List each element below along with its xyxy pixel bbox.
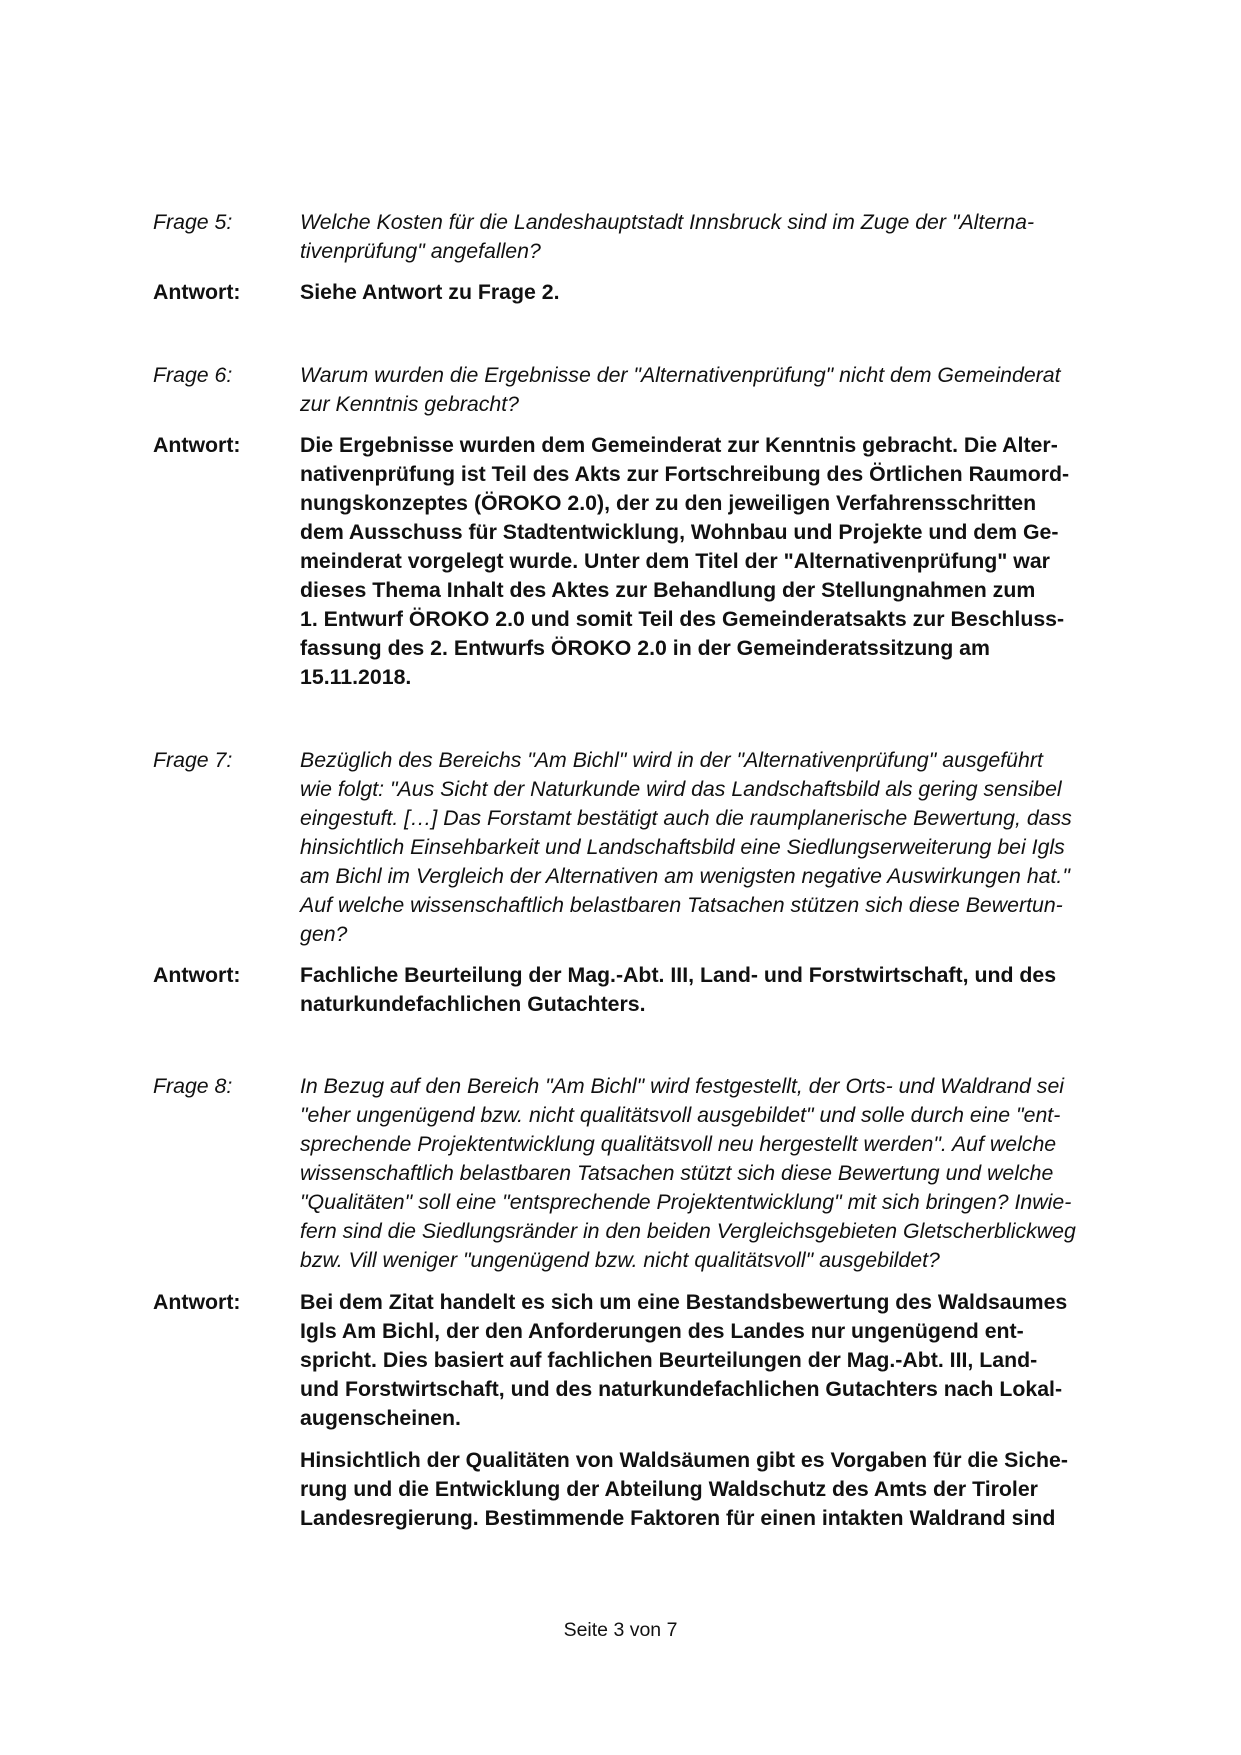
qa-block-frage-7 [153,746,1133,949]
answer-text: Fachliche Beurteilung der Mag.-Abt. III, Land- und Forstwirtschaft, und des naturkundefachlichen Gutachters. [300,963,1057,1016]
answer-block-frage-5 [153,278,1133,307]
qa-block-frage-6 [153,361,1133,419]
answer-block-frage-7 [153,961,1133,1019]
question-label: Frage 6: [153,363,233,387]
question-row [153,746,1133,949]
question-row [153,1072,1133,1275]
question-row [153,208,1133,266]
answer-block-frage-6 [153,431,1133,692]
answer-row [153,1288,1133,1533]
question-text: Welche Kosten für die Landeshauptstadt Innsbruck sind im Zuge der "Alterna- tivenprüfung" angefallen? [300,210,1035,263]
question-row [153,361,1133,419]
answer-label: Antwort: [153,1290,241,1314]
question-text: Bezüglich des Bereichs "Am Bichl" wird in der "Alternativenprüfung" ausgeführt wie folgt: "Aus Sicht der Naturkunde wird das Landschaftsbild als gering sensibel eingestuft. […] Das Forstamt bestätigt auch die raumplanerische Bewertung, dass hinsichtlich Einsehbarkeit und Landschaftsbild eine Siedlungserweiterung bei Igls am Bichl im Vergleich der Alternativen am wenigsten negative Auswirkungen hat." Auf welche wissenschaftlich belastbaren Tatsachen stützen sich diese Bewertun- gen? [300,748,1072,946]
answer-text: Bei dem Zitat handelt es sich um eine Bestandsbewertung des Waldsaumes Igls Am Bichl, der den Anforderungen des Landes nur ungenügend ent- spricht. Dies basiert auf fachlichen Beurteilungen der Mag.-Abt. III, Land- und Forstwirtschaft, und des naturkundefachlichen Gutachters nach Lokal- augenscheinen. [300,1290,1068,1430]
answer-label: Antwort: [153,280,241,304]
question-text: In Bezug auf den Bereich "Am Bichl" wird festgestellt, der Orts- und Waldrand sei "eher ungenügend bzw. nicht qualitätsvoll ausgebildet" und solle durch eine "ent- sprechende Projektentwicklung qualitätsvoll neu hergestellt werden". Auf welche wissenschaftlich belastbaren Tatsachen stützt sich diese Bewertung und welche "Qualitäten" soll eine "entsprechende Projektentwicklung" mit sich bringen? Inwie- fern sind die Siedlungsränder in den beiden Vergleichsgebieten Gletscherblickweg bzw. Vill weniger "ungenügend bzw. nicht qualitätsvoll" ausgebildet? [300,1074,1076,1272]
answer-label: Antwort: [153,433,241,457]
answer-text-continued: Hinsichtlich der Qualitäten von Waldsäumen gibt es Vorgaben für die Siche- rung und die Entwicklung der Abteilung Waldschutz des Amts der Tiroler Landesregierung. Bestimmende Faktoren für einen intakten Waldrand sind [300,1448,1068,1530]
answer-row [153,278,1133,307]
question-label: Frage 5: [153,210,233,234]
page-number: Seite 3 von 7 [563,1619,678,1641]
answer-text: Siehe Antwort zu Frage 2. [300,280,560,304]
answer-row [153,961,1133,1019]
question-label: Frage 7: [153,748,233,772]
question-text: Warum wurden die Ergebnisse der "Alternativenprüfung" nicht dem Gemeinderat zur Kenntnis gebracht? [300,363,1061,416]
qa-block-frage-8 [153,1072,1133,1275]
answer-block-frage-8 [153,1288,1133,1533]
qa-block-frage-5 [153,208,1133,266]
question-label: Frage 8: [153,1074,233,1098]
answer-text: Die Ergebnisse wurden dem Gemeinderat zur Kenntnis gebracht. Die Alter- nativenprüfung ist Teil des Akts zur Fortschreibung des Örtlichen Raumord- nungskonzeptes (ÖROKO 2.0), der zu den jeweiligen Verfahrensschritten dem Ausschuss für Stadtentwicklung, Wohnbau und Projekte und dem Ge- meinderat vorgelegt wurde. Unter dem Titel der "Alternativenprüfung" war dieses Thema Inhalt des Aktes zur Behandlung der Stellungnahmen zum 1. Entwurf ÖROKO 2.0 und somit Teil des Gemeinderatsakts zur Beschluss- fassung des 2. Entwurfs ÖROKO 2.0 in der Gemeinderatssitzung am 15.11.2018. [300,433,1070,689]
answer-label: Antwort: [153,963,241,987]
answer-row [153,431,1133,692]
